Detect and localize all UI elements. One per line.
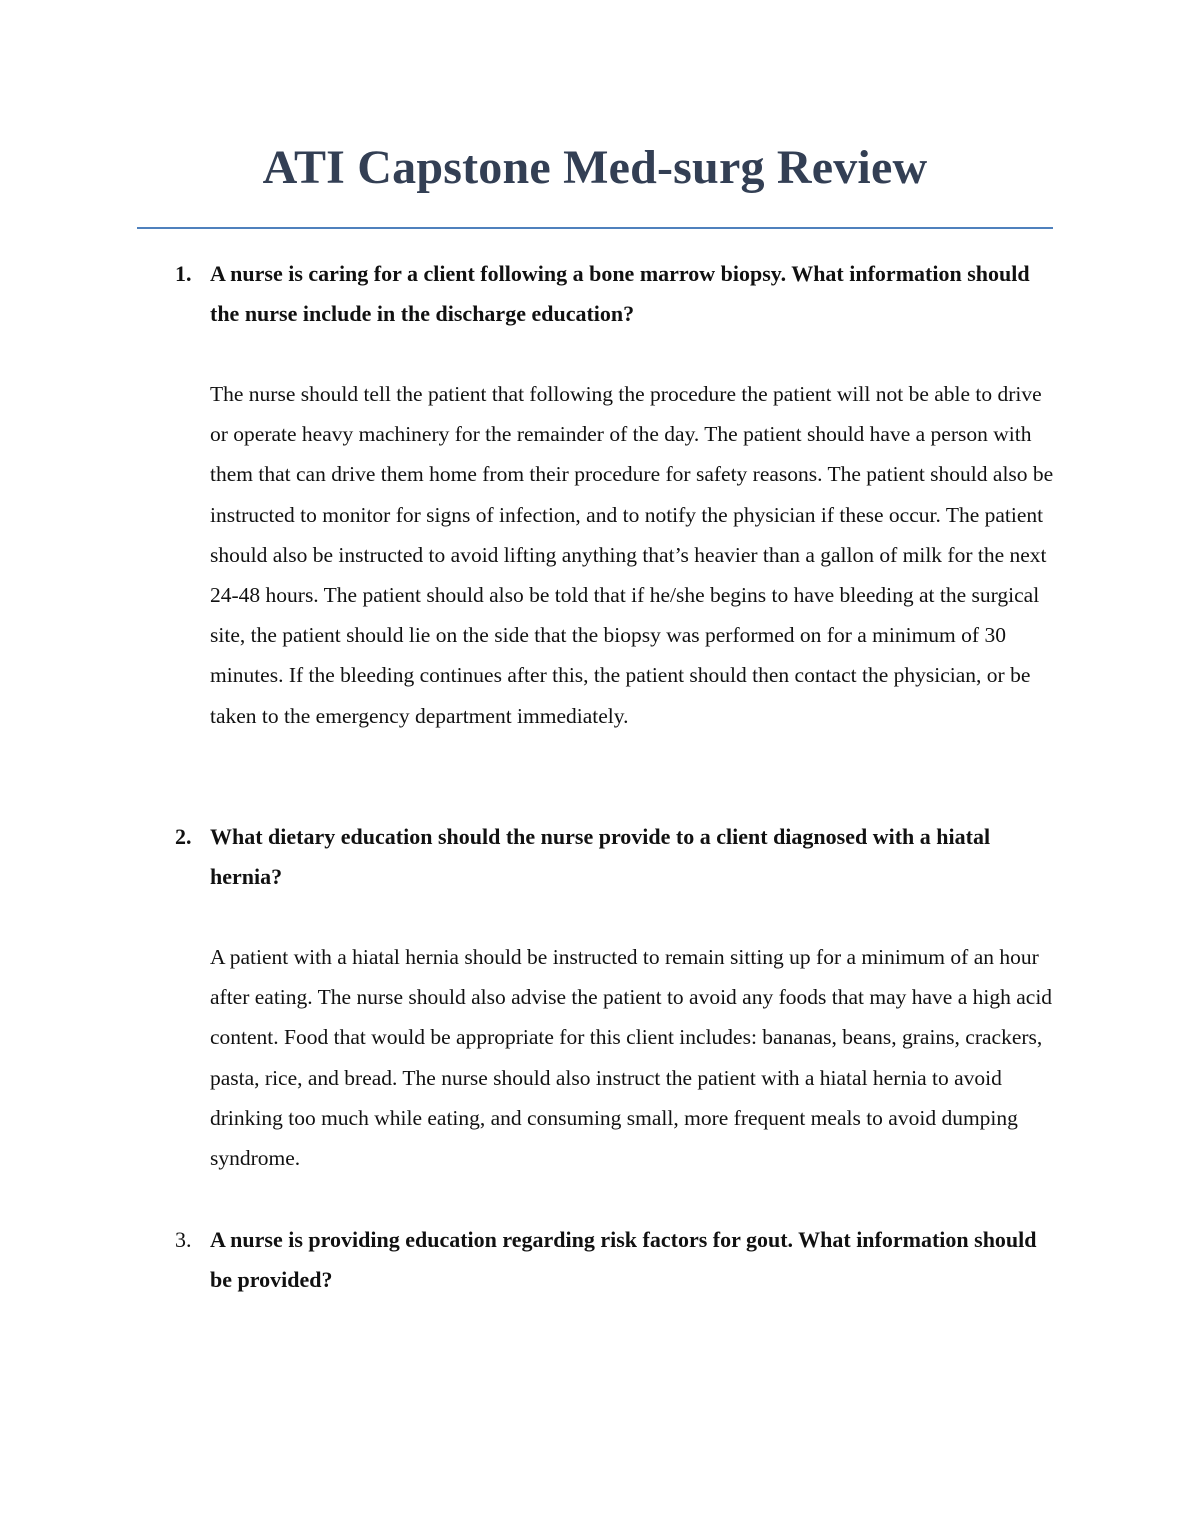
answer-text-1: The nurse should tell the patient that following the procedure the patient will not be able to drive or operate heavy machinery for the remainder of the day. The patient should have a person with them that can drive them home from their procedure for safety reasons. The patient should also be instructed to monitor for signs of infection, and to notify the physician if these occur. The patient should also be instructed to avoid lifting anything that’s heavier than a gallon of milk for the next 24-48 hours. The patient should also be told that if he/she begins to have bleeding at the surgical site, the patient should lie on the side that the biopsy was performed on for a minimum of 30 minutes. If the bleeding continues after this, the patient should then contact the physician, or be taken to the emergency department immediately. (210, 382, 1054, 728)
answer-text-2: A patient with a hiatal hernia should be instructed to remain sitting up for a minimum of an hour after eating. The nurse should also advise the patient to avoid any foods that may have a high acid content. Food that would be appropriate for this client includes: bananas, beans, grains, crackers, pasta, rice, and bread. The nurse should also instruct the patient with a hiatal hernia to avoid drinking too much while eating, and consuming small, more frequent meals to avoid dumping syndrome. (210, 945, 1053, 1171)
question-text: What dietary education should the nurse provide to a client diagnosed with a hiatal hernia? (210, 824, 991, 890)
question-number: 1. (175, 261, 192, 286)
title-divider (137, 227, 1053, 229)
question-number: 2. (175, 824, 192, 849)
question-text: A nurse is providing education regarding risk factors for gout. What information should be provided? (210, 1227, 1037, 1293)
document-title: ATI Capstone Med-surg Review (262, 141, 928, 194)
question-number: 3. (175, 1227, 192, 1252)
question-text: A nurse is caring for a client following a bone marrow biopsy. What information should the nurse include in the discharge education? (210, 261, 1030, 327)
